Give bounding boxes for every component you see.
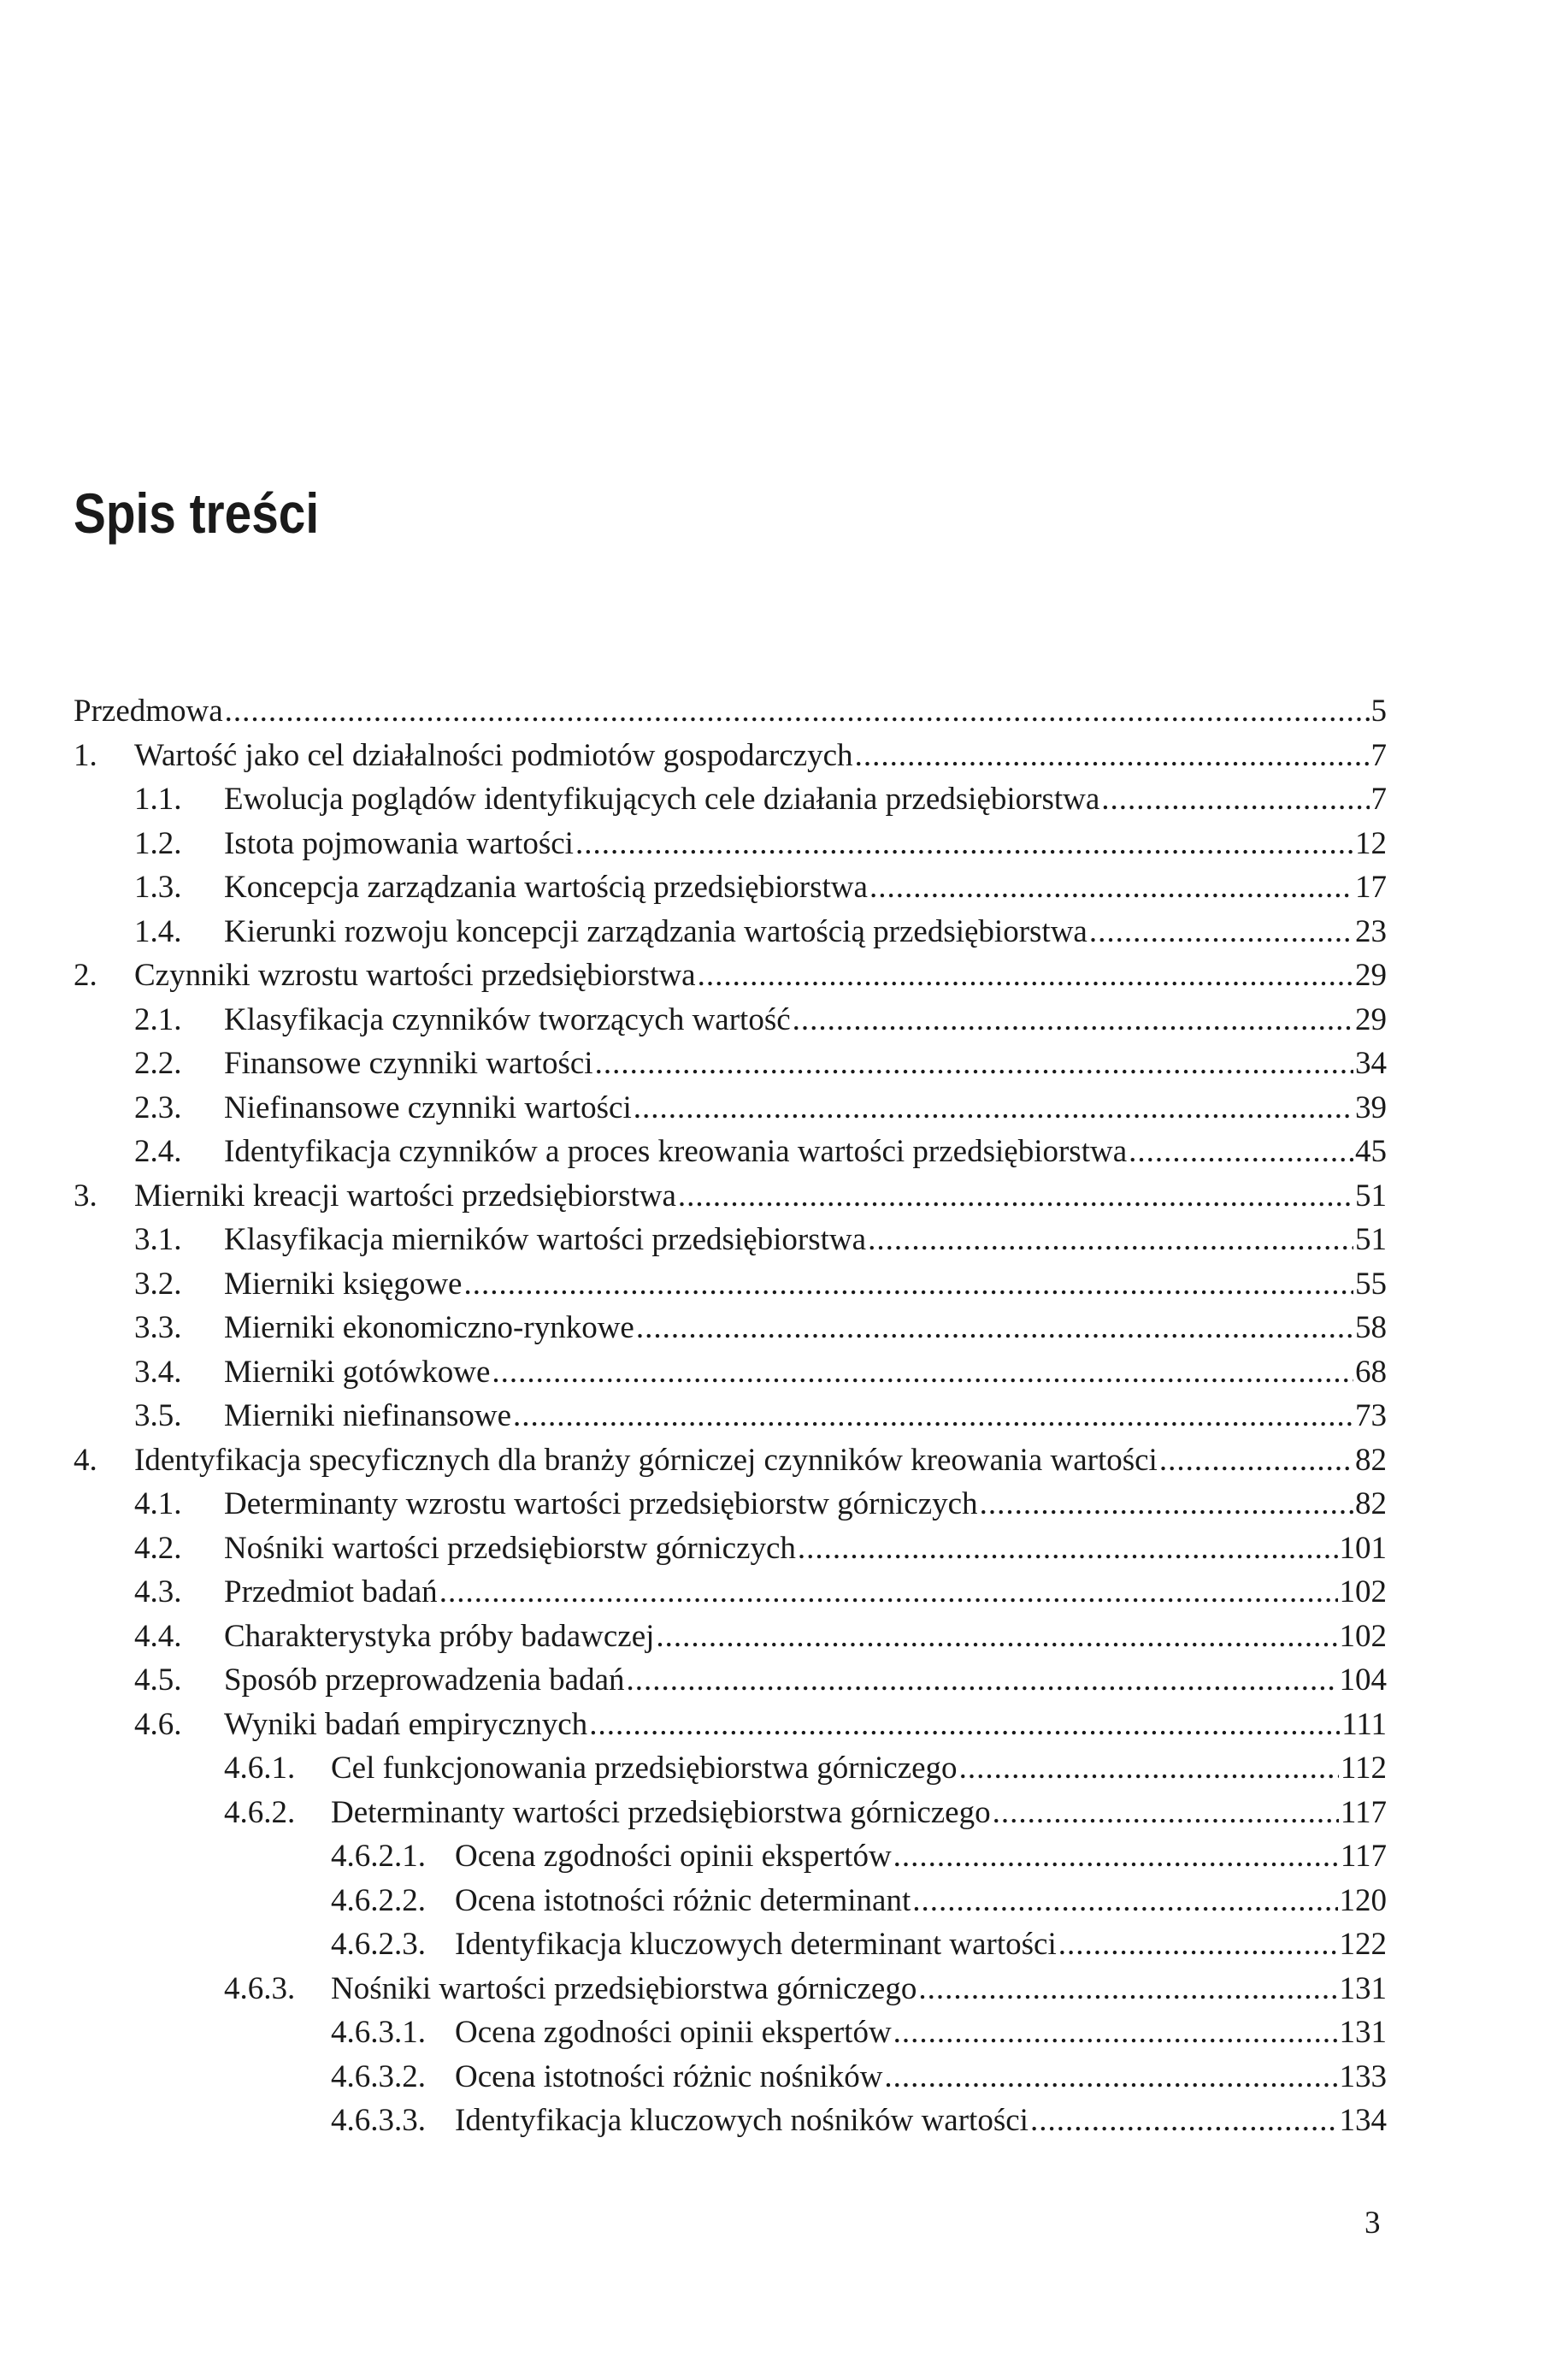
- toc-entry: [74, 1703, 1387, 1747]
- toc-entry-number: 4.6.2.1.: [331, 1839, 426, 1874]
- toc-entry-page: 73: [1355, 1398, 1387, 1433]
- dot-leader: [1101, 777, 1369, 822]
- dot-leader: [993, 1791, 1339, 1835]
- toc-entry-page: 7: [1370, 782, 1387, 817]
- toc-entry: [74, 777, 1387, 822]
- dot-leader: [1089, 910, 1353, 954]
- toc-entry-number: 4.1.: [134, 1486, 182, 1521]
- toc-entry-title: Klasyfikacja mierników wartości przedsiębiorstwa: [224, 1222, 867, 1257]
- toc-entry-page: 112: [1340, 1751, 1387, 1786]
- toc-entry-page: 102: [1339, 1574, 1387, 1609]
- toc-entry-title: Identyfikacja kluczowych nośników wartości: [455, 2103, 1029, 2138]
- toc-entry: [74, 1042, 1387, 1086]
- toc-entry-title: Determinanty wartości przedsiębiorstwa górniczego: [331, 1794, 991, 1830]
- toc-entry-title: Identyfikacja czynników a proces kreowania wartości przedsiębiorstwa: [224, 1134, 1128, 1169]
- toc-entry-page: 23: [1355, 913, 1387, 949]
- dot-leader: [595, 1042, 1353, 1086]
- toc-entry-number: 1.: [74, 737, 97, 773]
- toc-entry-number: 4.6.3.2.: [331, 2058, 426, 2094]
- toc-entry-title: Niefinansowe czynniki wartości: [224, 1090, 632, 1125]
- toc-entry-title: Ocena zgodności opinii ekspertów: [455, 1839, 892, 1874]
- toc-entry-title: Koncepcja zarządzania wartością przedsiębiorstwa: [224, 870, 868, 905]
- dot-leader: [575, 822, 1353, 866]
- toc-entry-title: Nośniki wartości przedsiębiorstw górniczych: [224, 1530, 796, 1566]
- toc-entry-title: Mierniki ekonomiczno-rynkowe: [224, 1310, 634, 1345]
- toc-entry-number: 2.2.: [134, 1046, 182, 1081]
- toc-entry-page: 102: [1339, 1618, 1387, 1654]
- table-of-contents: [74, 689, 1387, 2143]
- toc-entry-number: 4.6.1.: [224, 1751, 296, 1786]
- toc-entry: [74, 1834, 1387, 1879]
- toc-entry-title: Mierniki księgowe: [224, 1266, 463, 1302]
- toc-entry-page: 117: [1340, 1794, 1387, 1830]
- toc-entry: [74, 998, 1387, 1042]
- dot-leader: [868, 1218, 1353, 1262]
- dot-leader: [636, 1306, 1353, 1350]
- toc-entry-number: 4.6.2.2.: [331, 1882, 426, 1918]
- toc-entry-page: 29: [1355, 1001, 1387, 1037]
- toc-entry-number: 4.: [74, 1442, 97, 1478]
- toc-entry-title: Mierniki niefinansowe: [224, 1398, 511, 1433]
- dot-leader: [1159, 1438, 1353, 1483]
- toc-entry-number: 1.1.: [134, 782, 182, 817]
- toc-entry: [74, 1967, 1387, 2011]
- toc-entry: [74, 689, 1387, 734]
- toc-entry: [74, 1746, 1387, 1791]
- dot-leader: [492, 1350, 1353, 1395]
- dot-leader: [439, 1570, 1338, 1615]
- toc-entry-page: 104: [1339, 1662, 1387, 1698]
- toc-entry: [74, 1658, 1387, 1703]
- dot-leader: [959, 1746, 1339, 1791]
- toc-entry-title: Ocena zgodności opinii ekspertów: [455, 2015, 892, 2050]
- toc-entry-title: Wartość jako cel działalności podmiotów gospodarczych: [134, 737, 853, 773]
- dot-leader: [656, 1615, 1337, 1659]
- dot-leader: [893, 1834, 1339, 1879]
- toc-entry-page: 17: [1355, 870, 1387, 905]
- toc-entry-title: Nośniki wartości przedsiębiorstwa górniczego: [331, 1970, 917, 2006]
- toc-entry: [74, 2055, 1387, 2099]
- toc-entry-page: 51: [1355, 1178, 1387, 1214]
- toc-entry-page: 29: [1355, 958, 1387, 993]
- toc-entry-page: 82: [1355, 1442, 1387, 1478]
- toc-entry: [74, 1394, 1387, 1438]
- toc-entry-page: 117: [1340, 1839, 1387, 1874]
- toc-entry-number: 4.6.3.1.: [331, 2015, 426, 2050]
- toc-entry-title: Wyniki badań empirycznych: [224, 1706, 588, 1742]
- toc-entry-number: 4.2.: [134, 1530, 182, 1566]
- page-number: 3: [1365, 2206, 1381, 2241]
- toc-entry-title: Czynniki wzrostu wartości przedsiębiorstwa: [134, 958, 696, 993]
- toc-entry-number: 3.3.: [134, 1310, 182, 1345]
- toc-entry: [74, 1570, 1387, 1615]
- toc-entry-title: Przedmowa: [74, 694, 223, 729]
- page-title: Spis treści: [74, 481, 320, 546]
- toc-entry: [74, 1174, 1387, 1219]
- dot-leader: [463, 1262, 1353, 1307]
- dot-leader: [884, 2055, 1337, 2099]
- dot-leader: [855, 734, 1370, 778]
- dot-leader: [225, 689, 1370, 734]
- toc-entry: [74, 1262, 1387, 1307]
- toc-entry: [74, 822, 1387, 866]
- toc-entry: [74, 1791, 1387, 1835]
- toc-entry-number: 4.3.: [134, 1574, 182, 1609]
- toc-entry-number: 1.3.: [134, 870, 182, 905]
- toc-entry-number: 2.3.: [134, 1090, 182, 1125]
- dot-leader: [1058, 1922, 1338, 1967]
- toc-entry: [74, 734, 1387, 778]
- toc-entry-title: Ocena istotności różnic nośników: [455, 2058, 883, 2094]
- toc-entry-number: 3.1.: [134, 1222, 182, 1257]
- toc-entry-title: Mierniki gotówkowe: [224, 1354, 491, 1390]
- toc-entry: [74, 865, 1387, 910]
- toc-entry-page: 34: [1355, 1046, 1387, 1081]
- toc-entry-title: Ewolucja poglądów identyfikujących cele działania przedsiębiorstwa: [224, 782, 1100, 817]
- toc-entry-page: 7: [1370, 737, 1387, 773]
- toc-entry-title: Sposób przeprowadzenia badań: [224, 1662, 625, 1698]
- toc-entry-number: 4.5.: [134, 1662, 182, 1698]
- dot-leader: [918, 1967, 1337, 2011]
- toc-entry-title: Kierunki rozwoju koncepcji zarządzania wartością przedsiębiorstwa: [224, 913, 1088, 949]
- toc-entry-title: Przedmiot badań: [224, 1574, 438, 1609]
- toc-entry-number: 2.4.: [134, 1134, 182, 1169]
- toc-entry-page: 122: [1339, 1927, 1387, 1962]
- toc-entry-title: Identyfikacja specyficznych dla branży górniczej czynników kreowania wartości: [134, 1442, 1158, 1478]
- toc-entry: [74, 1130, 1387, 1174]
- toc-entry: [74, 2011, 1387, 2055]
- toc-entry-page: 5: [1370, 694, 1387, 729]
- toc-entry-number: 2.: [74, 958, 97, 993]
- toc-entry: [74, 1922, 1387, 1967]
- toc-entry-page: 133: [1339, 2058, 1387, 2094]
- toc-entry-page: 82: [1355, 1486, 1387, 1521]
- toc-entry-title: Identyfikacja kluczowych determinant wartości: [455, 1927, 1057, 1962]
- toc-entry: [74, 1482, 1387, 1527]
- toc-entry-number: 1.4.: [134, 913, 182, 949]
- toc-entry: [74, 1438, 1387, 1483]
- toc-entry-page: 12: [1355, 825, 1387, 861]
- toc-entry-number: 4.4.: [134, 1618, 182, 1654]
- toc-entry-number: 3.2.: [134, 1266, 182, 1302]
- toc-entry-title: Klasyfikacja czynników tworzących wartość: [224, 1001, 791, 1037]
- toc-entry-number: 3.4.: [134, 1354, 182, 1390]
- dot-leader: [893, 2011, 1338, 2055]
- toc-entry: [74, 1306, 1387, 1350]
- dot-leader: [634, 1086, 1353, 1131]
- dot-leader: [869, 865, 1353, 910]
- dot-leader: [1030, 2099, 1338, 2143]
- dot-leader: [798, 1527, 1338, 1571]
- dot-leader: [980, 1482, 1353, 1527]
- dot-leader: [678, 1174, 1353, 1219]
- toc-entry-title: Determinanty wzrostu wartości przedsiębiorstw górniczych: [224, 1486, 978, 1521]
- toc-entry-page: 58: [1355, 1310, 1387, 1345]
- toc-entry-page: 131: [1339, 1970, 1387, 2006]
- dot-leader: [627, 1658, 1338, 1703]
- toc-entry-page: 55: [1355, 1266, 1387, 1302]
- toc-entry-title: Charakterystyka próby badawczej: [224, 1618, 655, 1654]
- toc-entry: [74, 1218, 1387, 1262]
- toc-entry: [74, 1615, 1387, 1659]
- toc-entry-number: 4.6.: [134, 1706, 182, 1742]
- toc-entry-title: Cel funkcjonowania przedsiębiorstwa górniczego: [331, 1751, 958, 1786]
- toc-entry-title: Mierniki kreacji wartości przedsiębiorstwa: [134, 1178, 676, 1214]
- toc-entry: [74, 954, 1387, 998]
- dot-leader: [589, 1703, 1340, 1747]
- dot-leader: [513, 1394, 1353, 1438]
- toc-entry-page: 68: [1355, 1354, 1387, 1390]
- toc-entry-title: Ocena istotności różnic determinant: [455, 1882, 911, 1918]
- toc-entry: [74, 2099, 1387, 2143]
- dot-leader: [1129, 1130, 1353, 1174]
- toc-entry-page: 51: [1355, 1222, 1387, 1257]
- toc-entry-page: 101: [1339, 1530, 1387, 1566]
- toc-entry-number: 4.6.3.3.: [331, 2103, 426, 2138]
- toc-entry-page: 120: [1339, 1882, 1387, 1918]
- toc-entry: [74, 1350, 1387, 1395]
- toc-entry-page: 131: [1339, 2015, 1387, 2050]
- toc-entry-page: 45: [1355, 1134, 1387, 1169]
- toc-entry-title: Finansowe czynniki wartości: [224, 1046, 593, 1081]
- toc-entry-number: 3.5.: [134, 1398, 182, 1433]
- toc-entry-number: 3.: [74, 1178, 97, 1214]
- toc-entry-page: 134: [1339, 2103, 1387, 2138]
- toc-entry: [74, 1879, 1387, 1923]
- toc-entry-title: Istota pojmowania wartości: [224, 825, 574, 861]
- toc-entry-page: 111: [1341, 1706, 1387, 1742]
- toc-entry: [74, 910, 1387, 954]
- toc-entry-number: 4.6.2.: [224, 1794, 296, 1830]
- toc-entry-number: 1.2.: [134, 825, 182, 861]
- toc-entry-number: 2.1.: [134, 1001, 182, 1037]
- toc-entry-number: 4.6.3.: [224, 1970, 296, 2006]
- dot-leader: [912, 1879, 1337, 1923]
- toc-entry-number: 4.6.2.3.: [331, 1927, 426, 1962]
- dot-leader: [793, 998, 1353, 1042]
- toc-entry: [74, 1527, 1387, 1571]
- toc-entry: [74, 1086, 1387, 1131]
- toc-entry-page: 39: [1355, 1090, 1387, 1125]
- dot-leader: [698, 954, 1353, 998]
